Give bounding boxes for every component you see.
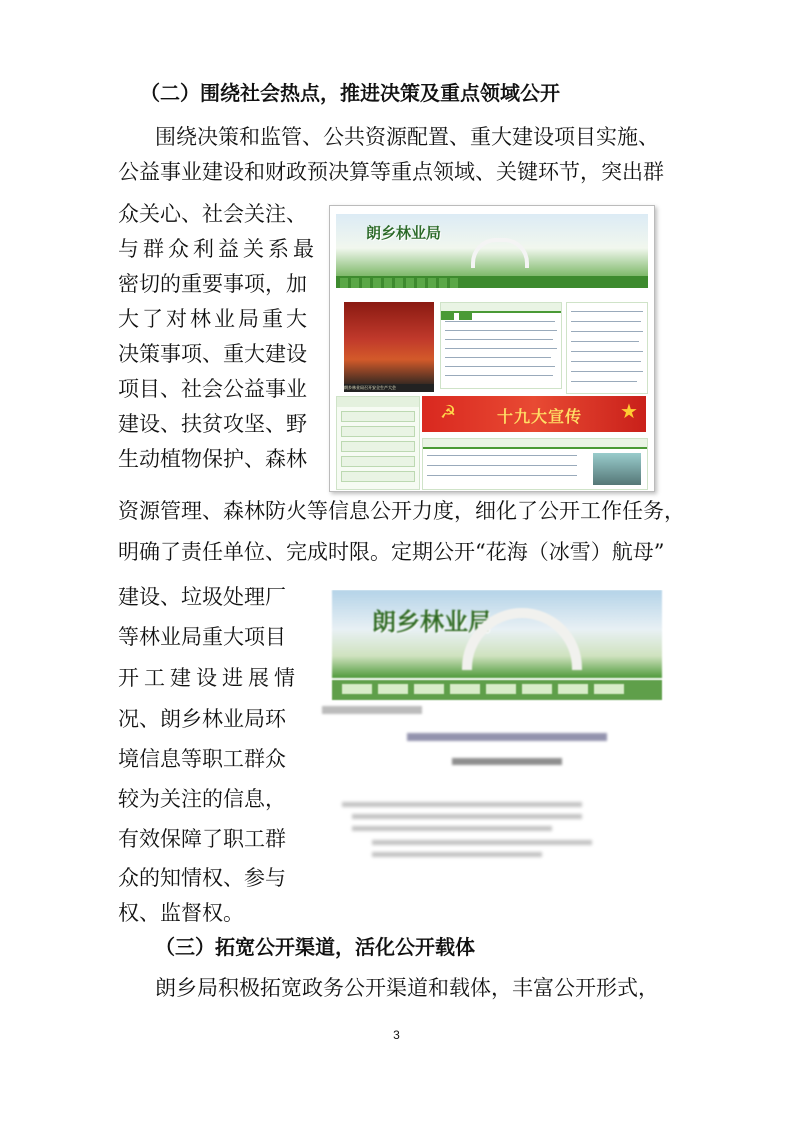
paragraph-line: 等林业局重大项目 [118,625,286,649]
paragraph-line: 明确了责任单位、完成时限。定期公开“花海（冰雪）航母” [118,540,665,564]
article-text-line [352,814,582,819]
quick-links-panel [336,396,420,490]
paragraph-line: 密切的重要事项，加 [118,272,307,296]
gate-arch-graphic [471,238,529,268]
paragraph-line: 项目、社会公益事业 [118,377,307,401]
notice-list-panel [566,302,648,394]
paragraph-line: 建设、扶贫攻坚、野 [118,412,307,436]
promo-banner-text: 十九大宣传 [497,407,583,426]
site-nav-bar [332,680,662,700]
paragraph-line: 众的知情权、参与 [118,866,286,890]
paragraph-line: 大了对林业局重大 [118,307,310,331]
paragraph-line: 围绕决策和监管、公共资源配置、重大建设项目实施、 [155,125,659,149]
paragraph-line: 生动植物保护、森林 [118,447,307,471]
star-icon: ★ [620,399,638,423]
breadcrumb [322,706,422,714]
article-text-line [342,802,582,807]
section-heading-3: （三）拓宽公开渠道，活化公开载体 [155,935,475,959]
news-photo-caption: 朗乡林业局召开安全生产大会 [344,384,434,392]
article-text-line [372,852,542,857]
section-heading-2: （二）围绕社会热点，推进决策及重点领域公开 [140,81,560,105]
paragraph-line: 建设、垃圾处理厂 [118,585,286,609]
site-banner [336,214,648,276]
site-logo: 朗乡林业局 [366,224,442,242]
paragraph-line: 众关心、社会关注、 [118,202,307,226]
paragraph-line: 决策事项、重大建设 [118,342,307,366]
website-homepage-screenshot [329,205,655,492]
paragraph-line: 与群众利益关系最 [118,237,318,261]
paragraph-line: 有效保障了职工群 [118,827,286,851]
paragraph-line: 公益事业建设和财政预决算等重点领域、关键环节，突出群 [118,160,664,184]
article-meta [407,733,607,741]
promo-banner [422,396,646,432]
bottom-news-panel [422,438,648,490]
paragraph-line: 况、朗乡林业局环 [118,707,286,731]
paragraph-line: 朗乡局积极拓宽政务公开渠道和载体，丰富公开形式， [155,976,659,1000]
site-logo: 朗乡林业局 [372,608,492,636]
paragraph-line: 开工建设进展情 [118,666,300,690]
article-text-line [372,840,592,845]
paragraph-line: 较为关注的信息， [118,787,286,811]
news-list-panel [440,302,562,389]
article-text-line [352,826,552,831]
site-banner [332,590,662,678]
hammer-sickle-icon: ☭ [440,402,457,423]
article-title [452,758,562,765]
paragraph-line: 资源管理、森林防火等信息公开力度，细化了公开工作任务， [118,499,685,523]
article-page-screenshot [312,590,666,890]
paragraph-line: 境信息等职工群众 [118,747,286,771]
paragraph-line: 权、监督权。 [118,901,244,925]
news-thumbnail [593,453,641,485]
news-photo [344,302,434,384]
page-number: 3 [393,1028,400,1042]
site-nav-bar [336,276,648,288]
